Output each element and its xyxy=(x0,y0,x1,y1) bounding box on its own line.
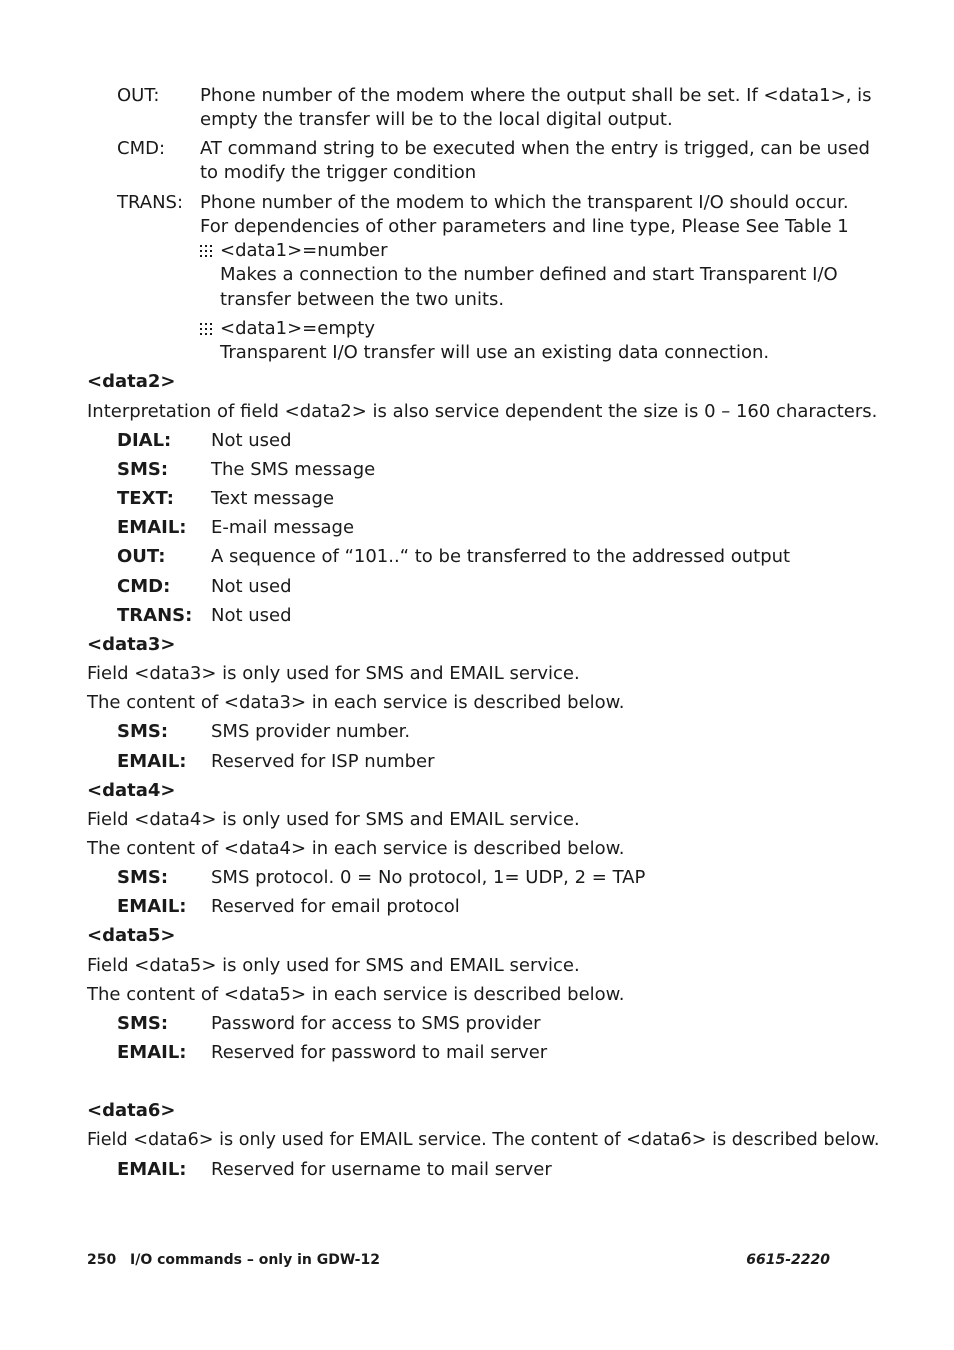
bullet1-line2: transfer between the two units. xyxy=(220,289,505,310)
cmd-label: CMD: xyxy=(117,138,166,159)
data2-row-value: Text message xyxy=(211,488,335,509)
data2-row-value: E-mail message xyxy=(211,517,355,538)
grid-bullet-icon xyxy=(200,245,212,257)
data4-row-value: Reserved for email protocol xyxy=(211,896,460,917)
data3-line2: The content of <data3> in each service is described below. xyxy=(87,692,625,713)
data2-row-label: TEXT: xyxy=(117,488,174,509)
data5-row-label: SMS: xyxy=(117,1013,169,1034)
data6-row-value: Reserved for username to mail server xyxy=(211,1159,552,1180)
out-description-line1: Phone number of the modem where the output shall be set. If <data1>, is xyxy=(200,85,872,106)
grid-bullet-icon xyxy=(200,323,212,335)
data2-row-label: SMS: xyxy=(117,459,169,480)
data2-row-value: A sequence of “101..“ to be transferred to the addressed output xyxy=(211,546,791,567)
data3-line1: Field <data3> is only used for SMS and EMAIL service. xyxy=(87,663,580,684)
data3-row-value: SMS provider number. xyxy=(211,721,411,742)
data4-row-value: SMS protocol. 0 = No protocol, 1= UDP, 2 = TAP xyxy=(211,867,646,888)
data2-row-value: Not used xyxy=(211,430,292,451)
data5-heading: <data5> xyxy=(87,925,176,946)
cmd-description-line1: AT command string to be executed when the entry is trigged, can be used xyxy=(200,138,870,159)
data4-row-label: SMS: xyxy=(117,867,169,888)
trans-description-line2: For dependencies of other parameters and line type, Please See Table 1 xyxy=(200,216,849,237)
data4-line1: Field <data4> is only used for SMS and EMAIL service. xyxy=(87,809,580,830)
data4-row-label: EMAIL: xyxy=(117,896,187,917)
data2-row-value: The SMS message xyxy=(211,459,376,480)
data3-row-label: EMAIL: xyxy=(117,751,187,772)
data5-row-value: Reserved for password to mail server xyxy=(211,1042,548,1063)
data4-line2: The content of <data4> in each service is described below. xyxy=(87,838,625,859)
data5-row-value: Password for access to SMS provider xyxy=(211,1013,541,1034)
data2-row-label: TRANS: xyxy=(117,605,193,626)
bullet1-title: <data1>=number xyxy=(220,240,388,261)
data6-line1: Field <data6> is only used for EMAIL service. The content of <data6> is described below. xyxy=(87,1130,880,1150)
cmd-description-line2: to modify the trigger condition xyxy=(200,162,477,183)
data6-heading: <data6> xyxy=(87,1100,176,1121)
footer-section-title: I/O commands – only in GDW-12 xyxy=(130,1252,380,1268)
bullet2-line1: Transparent I/O transfer will use an existing data connection. xyxy=(220,342,770,363)
data6-row-label: EMAIL: xyxy=(117,1159,187,1180)
out-label: OUT: xyxy=(117,85,160,106)
data2-row-label: OUT: xyxy=(117,546,166,567)
bullet1-line1: Makes a connection to the number defined and start Transparent I/O xyxy=(220,264,838,285)
trans-description-line1: Phone number of the modem to which the transparent I/O should occur. xyxy=(200,192,849,213)
data2-row-label: DIAL: xyxy=(117,430,172,451)
trans-label: TRANS: xyxy=(117,192,184,213)
data5-line2: The content of <data5> in each service is described below. xyxy=(87,984,625,1005)
data2-heading: <data2> xyxy=(87,371,176,392)
footer-doc-number: 6615-2220 xyxy=(746,1252,830,1268)
footer-page-number: 250 xyxy=(87,1252,117,1268)
data5-line1: Field <data5> is only used for SMS and EMAIL service. xyxy=(87,955,580,976)
bullet2-title: <data1>=empty xyxy=(220,318,375,339)
data5-row-label: EMAIL: xyxy=(117,1042,187,1063)
data2-row-label: CMD: xyxy=(117,576,171,597)
data2-row-label: EMAIL: xyxy=(117,517,187,538)
data2-row-value: Not used xyxy=(211,605,292,626)
data3-row-label: SMS: xyxy=(117,721,169,742)
data2-row-value: Not used xyxy=(211,576,292,597)
data4-heading: <data4> xyxy=(87,780,176,801)
out-description-line2: empty the transfer will be to the local digital output. xyxy=(200,109,673,130)
data3-heading: <data3> xyxy=(87,634,176,655)
data2-intro: Interpretation of field <data2> is also service dependent the size is 0 – 160 characters. xyxy=(87,401,878,422)
data3-row-value: Reserved for ISP number xyxy=(211,751,435,772)
